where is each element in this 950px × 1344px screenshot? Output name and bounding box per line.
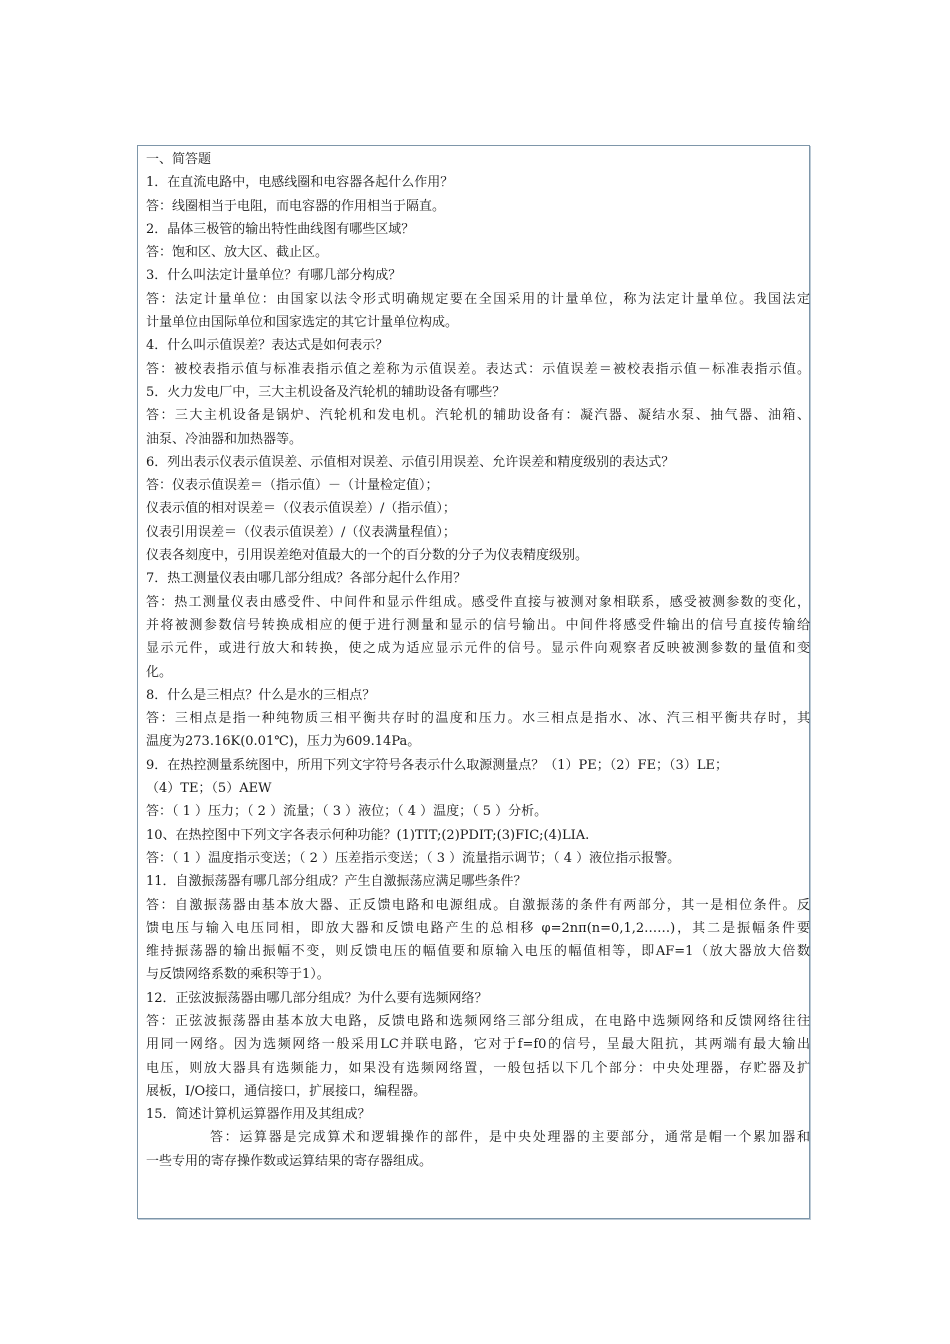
text-line: 一些专用的寄存操作数或运算结果的寄存器组成。 [146,1153,433,1169]
text-line: 5．火力发电厂中，三大主机设备及汽轮机的辅助设备有哪些？ [146,384,506,400]
text-line: 3．什么叫法定计量单位？有哪几部分构成？ [146,268,402,284]
text-line: 答：仪表示值误差＝（指示值）－（计量检定值）； [146,478,439,494]
text-line: （4）TE；（5）AEW [146,781,272,797]
text-line: 答：线圈相当于电阻，而电容器的作用相当于隔直。 [146,198,446,214]
text-line: 用同一网络。因为选频网络一般采用LC并联电路，它对于f=f0的信号，呈最大阻抗，其两端有最大输出 [146,1037,810,1053]
text-line: 答：自激振荡器由基本放大器、正反馈电路和电源组成。自激振荡的条件有两部分，其一是相位条件。反 [146,897,810,913]
text-line: 答：法定计量单位：由国家以法令形式明确规定要在全国采用的计量单位，称为法定计量单位。我国法定 [146,291,810,307]
text-line: 温度为273.16K(0.01℃)，压力为609.14Pa。 [146,734,421,750]
document-body [146,148,810,1173]
text-line: 8．什么是三相点？什么是水的三相点？ [146,687,376,703]
text-line: 6．列出表示仪表示值误差、示值相对误差、示值引用误差、允许误差和精度级别的表达式？ [146,454,675,470]
text-line: 仪表各刻度中，引用误差绝对值最大的一个的百分数的分子为仪表精度级别。 [146,548,589,564]
text-line: 1．在直流电路中，电感线圈和电容器各起什么作用？ [146,175,454,191]
text-line: 2．晶体三极管的输出特性曲线图有哪些区域？ [146,221,415,237]
text-line: 12．正弦波振荡器由哪几部分组成？为什么要有选频网络？ [146,990,488,1006]
text-line: 维持振荡器的输出振幅不变，则反馈电压的幅值要和原输入电压的幅值相等，即AF=1（放大器放大倍数 [146,944,810,960]
text-line: 7．热工测量仪表由哪几部分组成？各部分起什么作用？ [146,571,467,587]
text-line: 答：（ 1 ）温度指示变送；（ 2 ）压差指示变送；（ 3 ）流量指示调节；（ 4 ）液位指示报警。 [146,850,681,866]
text-line: 10、在热控图中下列文字各表示何种功能？(1)TIT;(2)PDIT;(3)FIC;(4)LIA. [146,827,590,843]
text-line: 仪表示值的相对误差＝（仪表示值误差）/（指示值）； [146,501,456,517]
text-line: 15．简述计算机运算器作用及其组成？ [146,1107,371,1123]
text-line: 显示元件，或进行放大和转换，使之成为适应显示元件的信号。显示件向观察者反映被测参数的量值和变 [146,641,810,657]
text-line: 电压，则放大器具有选频能力，如果没有选频网络置，一般包括以下几个部分：中央处理器，存贮器及扩 [146,1060,810,1076]
text-line: 4．什么叫示值误差？表达式是如何表示？ [146,338,389,354]
text-line: 答：运算器是完成算术和逻辑操作的部件，是中央处理器的主要部分，通常是帽一个累加器和 [210,1130,810,1146]
text-line: 油泵、冷油器和加热器等。 [146,431,303,447]
text-line: 答：三相点是指一种纯物质三相平衡共存时的温度和压力。水三相点是指水、冰、汽三相平衡共存时，其 [146,711,810,727]
text-line: 一、简答题 [146,152,212,167]
text-line: 计量单位由国际单位和国家选定的其它计量单位构成。 [146,315,459,331]
text-line: 11．自激振荡器有哪几部分组成？产生自激振荡应满足哪些条件？ [146,874,527,890]
text-line: 答：热工测量仪表由感受件、中间件和显示件组成。感受件直接与被测对象相联系，感受被测参数的变化， [146,594,810,610]
text-line: 仪表引用误差＝（仪表示值误差）/（仪表满量程值）； [146,524,456,540]
text-line: 与反馈网络系数的乘积等于1）。 [146,967,330,983]
text-line: 答：饱和区、放大区、截止区。 [146,245,329,261]
text-line: 馈电压与输入电压同相，即放大器和反馈电路产生的总相移 φ=2nπ(n=0,1,2……)，其二是振幅条件要 [146,920,810,936]
text-line: 9．在热控测量系统图中，所用下列文字符号各表示什么取源测量点？（1）PE；（2）FE；（3）LE； [146,757,728,773]
text-line: 答：三大主机设备是锅炉、汽轮机和发电机。汽轮机的辅助设备有：凝汽器、凝结水泵、抽气器、油箱、 [146,408,810,424]
text-line: 答：正弦波振荡器由基本放大电路，反馈电路和选频网络三部分组成，在电路中选频网络和反馈网络往往 [146,1013,810,1029]
text-line: 展板，I/O接口，通信接口，扩展接口，编程器。 [146,1083,427,1099]
text-line: 并将被测参数信号转换成相应的便于进行测量和显示的信号输出。中间件将感受件输出的信号直接传输给 [146,617,810,633]
text-line: 答：（ 1 ）压力；（ 2 ）流量；（ 3 ）液位；（ 4 ）温度；（ 5 ）分析。 [146,804,548,820]
text-line: 答：被校表指示值与标准表指示值之差称为示值误差。表达式：示值误差＝被校表指示值－标准表指示值。 [146,361,810,377]
text-line: 化。 [146,664,173,680]
